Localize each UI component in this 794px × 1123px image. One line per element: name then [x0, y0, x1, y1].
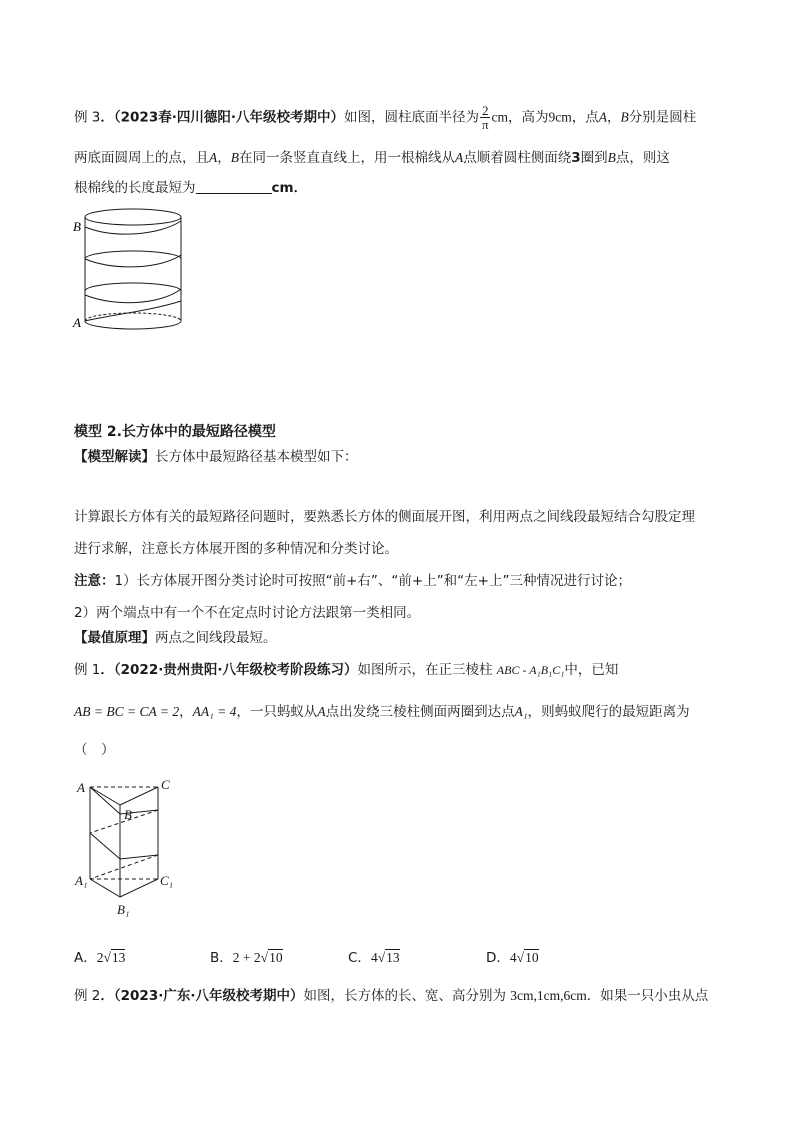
ex3-label: 例 3 [74, 109, 101, 126]
fig-label-B: B [73, 219, 81, 234]
fig-label-A: A [73, 315, 81, 330]
prism-label-A: A [77, 780, 85, 795]
ex1-line1: 例 1．（2022·贵州贵阳·八年级校考阶段练习）如图所示，在正三棱柱 ABC - A₁B₁C₁中，已知 [74, 662, 619, 678]
ex3-period: ． [100, 109, 114, 126]
sqrt-icon: √ [103, 950, 111, 965]
ex3-line1: 例 3．（2023春·四川德阳·八年级校考期中）如图，圆柱底面半径为 $\frac{2}{\pi}$ cm，高为9cm，点A，B分别是圆柱 [74, 103, 697, 132]
sqrt-icon: √ [516, 950, 525, 965]
radius-fraction: $\frac{2}{\pi}$ [481, 103, 489, 132]
cond-sides: AB = BC = CA = 2 [74, 704, 180, 719]
ex3-height: 9cm [548, 109, 572, 125]
prism-name: ABC - A₁B₁C₁ [496, 663, 565, 677]
path-seg-4 [90, 833, 120, 859]
ex3-line3: 根棉线的长度最短为 cm． [74, 180, 308, 196]
helix-2 [85, 251, 181, 259]
ex1-paren: （ ） [74, 742, 115, 758]
prism-figure [70, 775, 190, 920]
model-interp: 【模型解读】长方体中最短路径基本模型如下： [74, 449, 358, 465]
prism-label-C: C [161, 777, 170, 792]
sqrt-icon: √ [260, 950, 269, 965]
model-note1: 注意：1）长方体展开图分类讨论时可按照“前+右”、“前+上”和“左+上”三种情况进行讨论； [74, 573, 631, 589]
cond-height: AA₁ = 4 [192, 704, 237, 719]
cylinder-top-ellipse [85, 209, 181, 225]
ex2-line1: 例 2．（2023·广东·八年级校考期中）如图，长方体的长、宽、高分别为 3cm,1cm,6cm．如果一只小虫从点 [74, 988, 709, 1004]
path-seg-1 [90, 787, 120, 814]
cylinder-bottom-back [85, 313, 181, 321]
cylinder-bottom-front [85, 321, 181, 329]
cylinder-figure [70, 205, 200, 340]
helix-3 [85, 255, 181, 267]
ex1-source: （2022·贵州贵阳·八年级校考阶段练习） [113, 662, 358, 678]
helix-6 [85, 301, 181, 321]
model-principle: 【最值原理】两点之间线段最短。 [74, 630, 277, 646]
helix-5 [85, 289, 181, 303]
option-a[interactable]: A．2√13 [74, 950, 126, 966]
prism-label-B1: B₁ [117, 902, 130, 917]
ex3-line2: 两底面圆周上的点，且A，B在同一条竖直直线上，用一根棉线从A点顺着圆柱侧面绕3圈到B点，则这 [74, 150, 670, 166]
model-para1: 计算跟长方体有关的最短路径问题时，要熟悉长方体的侧面展开图，利用两点之间线段最短结合勾股定理 [74, 509, 695, 525]
model-note2: 2）两个端点中有一个不在定点时讨论方法跟第一类相同。 [74, 605, 421, 621]
ex2-source: （2023·广东·八年级校考期中） [113, 988, 304, 1004]
prism-label-B: B [124, 807, 132, 822]
option-c[interactable]: C．4√13 [348, 950, 400, 966]
prism-label-A1: A₁ [75, 873, 88, 888]
answer-blank [196, 181, 272, 194]
model-title: 模型 2.长方体中的最短路径模型 [74, 424, 276, 440]
ex3-source: （2023春·四川德阳·八年级校考期中） [113, 109, 344, 126]
model-para2: 进行求解，注意长方体展开图的多种情况和分类讨论。 [74, 541, 398, 557]
ex1-line2: AB = BC = CA = 2，AA₁ = 4，一只蚂蚁从A点出发绕三棱柱侧面两圈到达点A₁，则蚂蚁爬行的最短距离为 [74, 704, 690, 720]
sqrt-icon: √ [377, 950, 386, 965]
ex2-dims: 3cm,1cm,6cm [510, 988, 587, 1003]
option-b[interactable]: B．2 + 2√10 [210, 950, 283, 966]
helix-4 [85, 283, 181, 291]
path-seg-5 [120, 855, 158, 859]
option-d[interactable]: D．4√10 [486, 950, 539, 966]
prism-label-C1: C₁ [160, 873, 174, 888]
